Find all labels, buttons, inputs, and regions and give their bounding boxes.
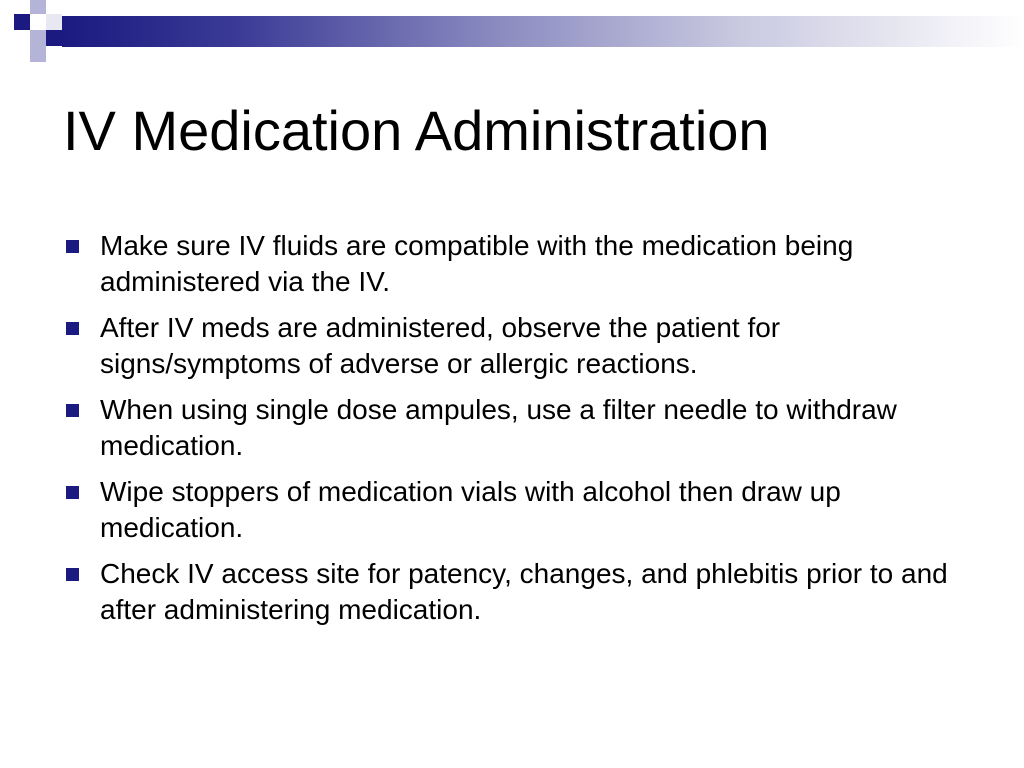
decor-square [30,0,46,14]
bullet-text: After IV meds are administered, observe the patient for signs/symptoms of adverse or allergic reactions. [100,312,781,379]
square-bullet-icon [66,322,79,335]
bullet-item [66,392,976,464]
slide-title: IV Medication Administration [63,99,770,162]
square-bullet-icon [66,568,79,581]
bullet-text: When using single dose ampules, use a filter needle to withdraw medication. [100,394,897,461]
bullet-item [66,474,976,546]
decor-square [30,46,46,62]
decor-square [46,14,62,30]
bullet-item [66,310,976,382]
bullet-item [66,556,976,628]
bullet-text: Check IV access site for patency, changes, and phlebitis prior to and after administering medication. [100,558,948,625]
square-bullet-icon [66,240,79,253]
decor-square [30,30,46,46]
decor-square [46,30,62,46]
gradient-bar [62,16,1024,47]
decor-square [14,14,30,30]
bullet-item [66,228,976,300]
bullet-text: Wipe stoppers of medication vials with alcohol then draw up medication. [100,476,841,543]
bullet-list [66,228,976,638]
bullet-text: Make sure IV fluids are compatible with the medication being administered via the IV. [100,230,854,297]
square-bullet-icon [66,404,79,417]
square-bullet-icon [66,486,79,499]
